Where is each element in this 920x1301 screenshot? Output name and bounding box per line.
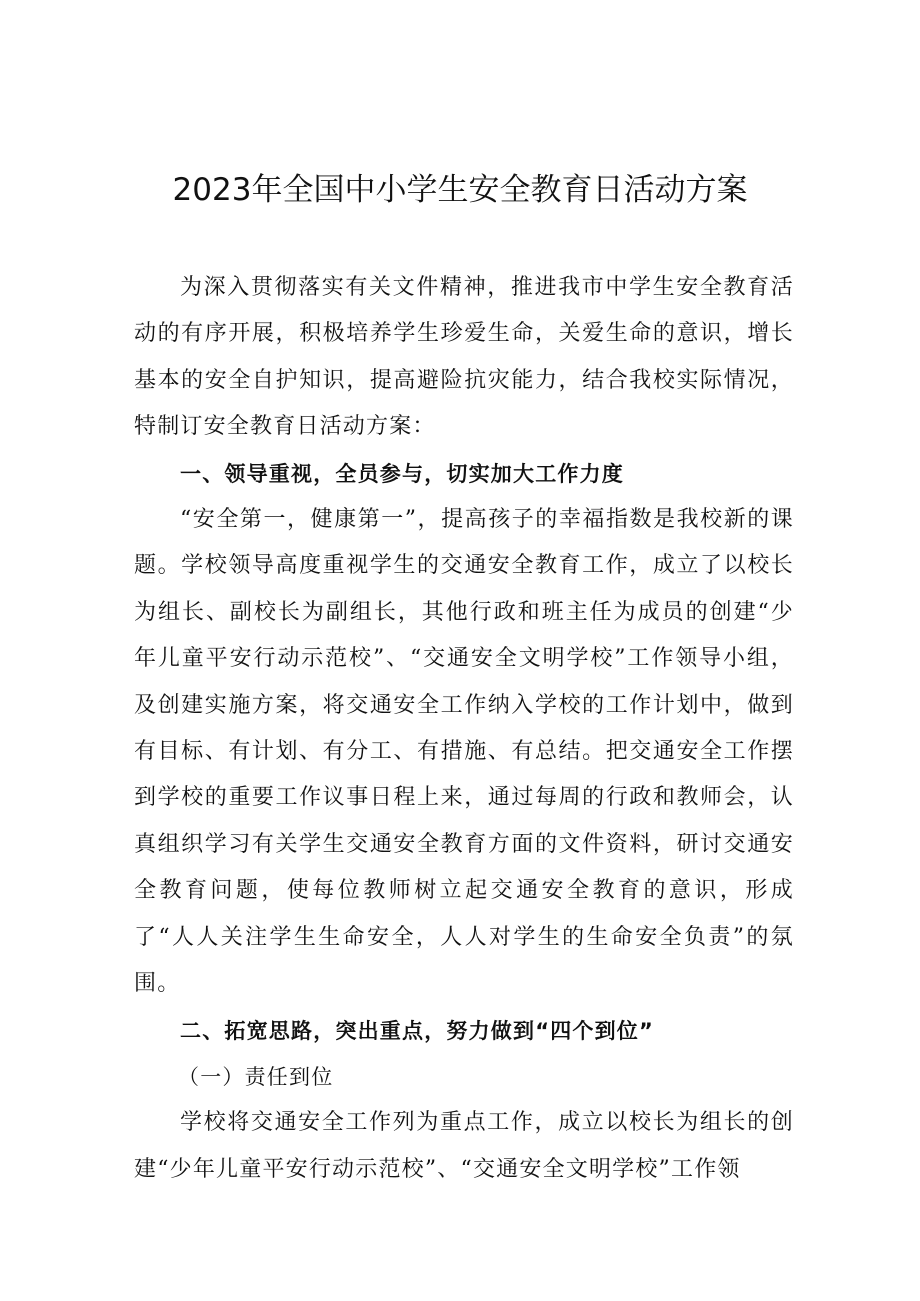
- section-heading-2: 二、拓宽思路，突出重点，努力做到“四个到位”: [180, 1018, 655, 1043]
- document-body: [134, 265, 794, 1193]
- section-heading-1: 一、领导重视，全员参与，切实加大工作力度: [180, 461, 624, 486]
- intro-paragraph: 为深入贯彻落实有关文件精神，推进我市中学生安全教育活动的有序开展，积极培养学生珍爱生命，关爱生命的意识，增长基本的安全自护知识，提高避险抗灾能力，结合我校实际情况，特制订安全教育日活动方案：: [134, 275, 794, 440]
- subsection-heading-responsibility: （一）责任到位: [178, 1064, 334, 1089]
- section-1-paragraph: “安全第一，健康第一”，提高孩子的幸福指数是我校新的课题。学校领导高度重视学生的交通安全教育工作，成立了以校长为组长、副校长为副组长，其他行政和班主任为成员的创建“少年儿童平安行动示范校”、“交通安全文明学校”工作领导小组，及创建实施方案，将交通安全工作纳入学校的工作计划中，做到有目标、有计划、有分工、有措施、有总结。把交通安全工作摆到学校的重要工作议事日程上来，通过每周的行政和教师会，认真组织学习有关学生交通安全教育方面的文件资料，研讨交通安全教育问题，使每位教师树立起交通安全教育的意识，形成了“人人关注学生生命安全，人人对学生的生命安全负责”的氛围。: [134, 507, 794, 997]
- section-2-paragraph: 学校将交通安全工作列为重点工作，成立以校长为组长的创建“少年儿童平安行动示范校”、“交通安全文明学校”工作领: [134, 1110, 794, 1182]
- document-title: 2023年全国中小学生安全教育日活动方案: [172, 172, 748, 208]
